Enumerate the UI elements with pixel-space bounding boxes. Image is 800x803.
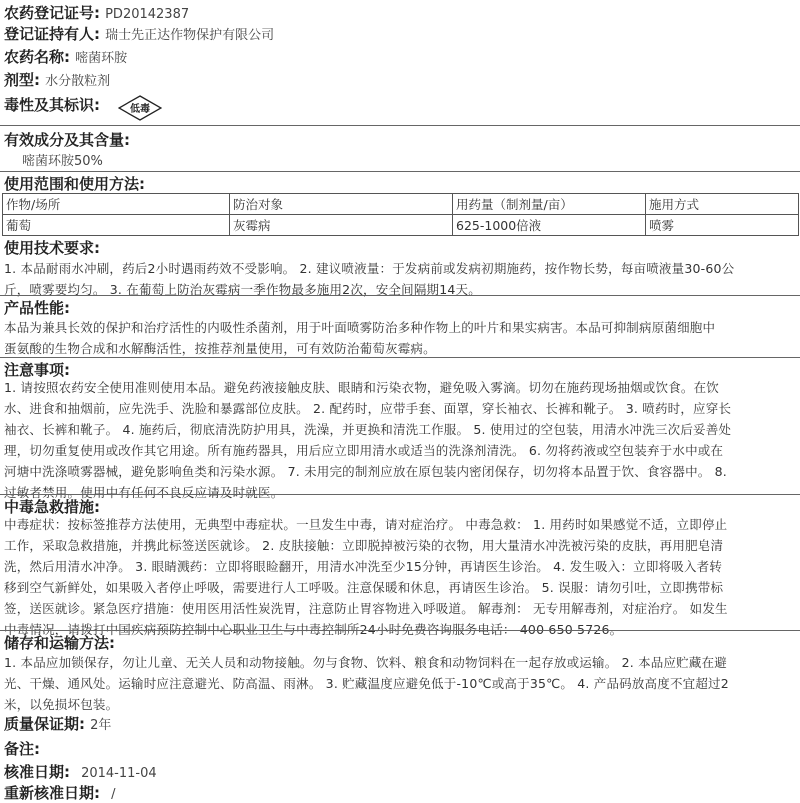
- performance-row: [4, 297, 70, 318]
- table-cell: 喷雾: [646, 215, 799, 236]
- header-cell: 施用方式: [646, 194, 799, 215]
- technique-label: 使用技术要求:: [4, 239, 100, 257]
- cautions-label: 注意事项:: [4, 361, 70, 379]
- text-line: 河塘中洗涤喷雾器械，避免影响鱼类和污染水源。 7. 未用完的制剂应放在原包装内密闭保存，切勿将本品置于饮、食容器中。 8.: [4, 464, 727, 479]
- technique-row: [4, 237, 100, 258]
- toxicity-row: [4, 94, 100, 115]
- text-line: 中毒症状：按标签推荐方法使用，无典型中毒症状。一旦发生中毒，请对症治疗。 中毒急救： 1. 用药时如果感觉不适，立即停止: [4, 517, 728, 532]
- text-line: 签，送医就诊。紧急医疗措施：使用医用活性炭洗胃，注意防止胃容物进入呼吸道。 解毒剂： 无专用解毒剂，对症治疗。 如发生: [4, 601, 728, 616]
- text-line: 中毒情况，请拨打中国疾病预防控制中心职业卫生与中毒控制所24小时免费咨询服务电话： 400 650 5726。: [4, 622, 623, 637]
- header-cell: 防治对象: [230, 194, 453, 215]
- ingredient-label: 有效成分及其含量:: [4, 131, 130, 149]
- reg-number-label: 农药登记证号:: [4, 4, 100, 22]
- text-line: 斤，喷雾要均匀。 3. 在葡萄上防治灰霉病一季作物最多施用2次，安全间隔期14天。: [4, 282, 481, 297]
- reg-number-row: [4, 2, 189, 23]
- ingredient-value-row: [22, 150, 103, 169]
- divider: [0, 295, 800, 296]
- technique-text: [4, 258, 798, 300]
- holder-label: 登记证持有人:: [4, 25, 100, 43]
- firstaid-label: 中毒急救措施:: [4, 498, 100, 516]
- name-label: 农药名称:: [4, 48, 70, 66]
- formulation-row: [4, 69, 110, 90]
- header-cell: 用药量（制剂量/亩）: [453, 194, 646, 215]
- text-line: 1. 请按照农药安全使用准则使用本品。避免药液接触皮肤、眼睛和污染衣物，避免吸入雾滴。切勿在施药现场抽烟或饮食。在饮: [4, 380, 720, 395]
- text-line: 洗，然后用清水冲净。 3. 眼睛溅药：立即将眼睑翻开，用清水冲洗至少15分钟，再请医生诊治。 4. 发生吸入：立即将吸入者转: [4, 559, 723, 574]
- reapproval-label: 重新核准日期:: [4, 784, 100, 802]
- performance-text: [4, 317, 798, 359]
- text-line: 水、进食和抽烟前，应先洗手、洗脸和暴露部位皮肤。 2. 配药时，应带手套、面罩，穿长袖衣、长裤和靴子。 3. 喷药时，应穿长: [4, 401, 732, 416]
- name-row: [4, 46, 127, 67]
- text-line: 工作，采取急救措施，并携此标签送医就诊。 2. 皮肤接触：立即脱掉被污染的衣物，用大量清水冲洗被污染的皮肤，再用肥皂清: [4, 538, 724, 553]
- storage-text: [4, 652, 798, 715]
- reapproval-value: /: [111, 787, 116, 802]
- remarks-row: [4, 738, 40, 759]
- divider: [0, 630, 800, 631]
- text-line: 过敏者禁用。使用中有任何不良反应请及时就医。: [4, 485, 284, 500]
- low-toxicity-badge: [118, 95, 162, 121]
- header-cell: 作物/场所: [3, 194, 230, 215]
- toxicity-label: 毒性及其标识:: [4, 96, 100, 114]
- divider: [0, 357, 800, 358]
- text-line: 蛋氨酸的生物合成和水解酶活性，按推荐剂量使用，可有效防治葡萄灰霉病。: [4, 341, 436, 356]
- storage-row: [4, 632, 115, 653]
- approval-row: [4, 761, 157, 782]
- text-line: 移到空气新鲜处，如果吸入者停止呼吸，需要进行人工呼吸。注意保暖和休息，再请医生诊治。 5. 误服：请勿引吐，立即携带标: [4, 580, 724, 595]
- firstaid-text: [4, 514, 798, 640]
- name-value: 嘧菌环胺: [75, 51, 128, 66]
- warranty-row: [4, 713, 111, 734]
- divider: [0, 171, 800, 172]
- reg-number-value: PD20142387: [105, 7, 190, 22]
- divider: [0, 125, 800, 126]
- usage-row: [4, 173, 145, 194]
- badge-text: 低毒: [130, 104, 150, 115]
- cautions-text: [4, 377, 798, 503]
- text-line: 1. 本品应加锁保存，勿让儿童、无关人员和动物接触。勿与食物、饮料、粮食和动物饲料在一起存放或运输。 2. 本品应贮藏在避: [4, 655, 727, 670]
- text-line: 光、干燥、通风处。运输时应注意避光、防高温、雨淋。 3. 贮藏温度应避免低于-10℃或高于35℃。 4. 产品码放高度不宜超过2: [4, 676, 729, 691]
- text-line: 米，以免损坏包装。: [4, 697, 119, 712]
- warranty-value: 2年: [90, 718, 112, 733]
- text-line: 袖衣、长裤和靴子。 4. 施药后，彻底清洗防护用具，洗澡，并更换和清洗工作服。 5. 使用过的空包装，用清水冲洗三次后妥善处: [4, 422, 732, 437]
- remarks-label: 备注:: [4, 740, 40, 758]
- holder-value: 瑞士先正达作物保护有限公司: [105, 28, 275, 43]
- warranty-label: 质量保证期:: [4, 715, 85, 733]
- usage-label: 使用范围和使用方法:: [4, 175, 145, 193]
- holder-row: [4, 23, 274, 44]
- storage-label: 储存和运输方法:: [4, 634, 115, 652]
- usage-table: [2, 193, 799, 236]
- table-cell: 625-1000倍液: [453, 215, 646, 236]
- ingredient-row: [4, 129, 130, 150]
- approval-label: 核准日期:: [4, 763, 70, 781]
- approval-value: 2014-11-04: [81, 766, 157, 781]
- ingredient-value: 嘧菌环胺50%: [22, 154, 103, 169]
- table-row: [3, 215, 799, 236]
- formulation-label: 剂型:: [4, 71, 40, 89]
- divider: [0, 494, 800, 495]
- usage-table-header: [3, 194, 799, 215]
- performance-label: 产品性能:: [4, 299, 70, 317]
- table-cell: 葡萄: [3, 215, 230, 236]
- formulation-value: 水分散粒剂: [45, 74, 111, 89]
- text-line: 1. 本品耐雨水冲刷，药后2小时遇雨药效不受影响。 2. 建议喷液量：于发病前或发病初期施药，按作物长势，每亩喷液量30-60公: [4, 261, 735, 276]
- table-cell: 灰霉病: [230, 215, 453, 236]
- text-line: 理，切勿重复使用或改作其它用途。所有施药器具，用后应立即用清水或适当的洗涤剂清洗。 6. 勿将药液或空包装弃于水中或在: [4, 443, 724, 458]
- text-line: 本品为兼具长效的保护和治疗活性的内吸性杀菌剂，用于叶面喷雾防治多种作物上的叶片和果实病害。本品可抑制病原菌细胞中: [4, 320, 716, 335]
